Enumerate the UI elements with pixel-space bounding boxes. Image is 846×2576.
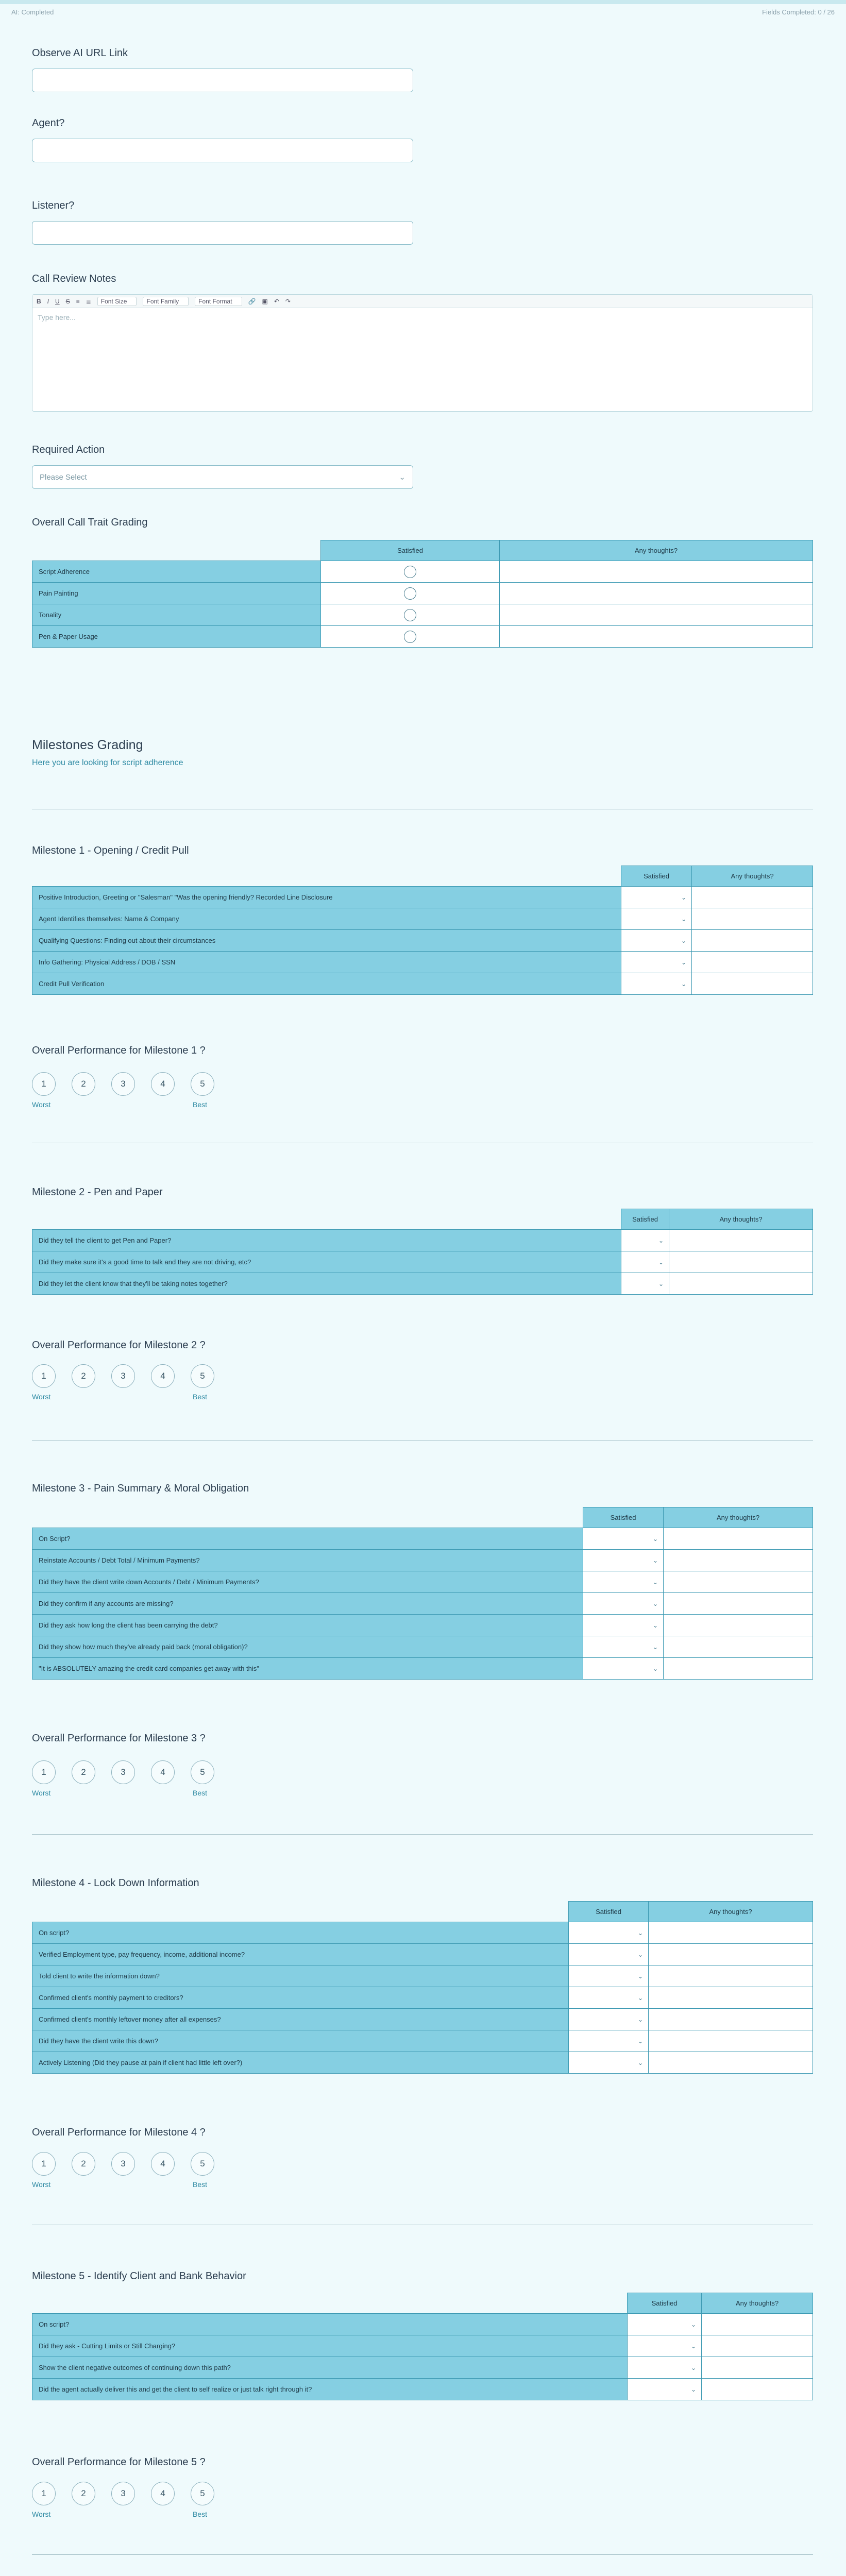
satisfied-dropdown[interactable] xyxy=(621,952,692,973)
thoughts-input[interactable] xyxy=(692,887,813,908)
section-divider xyxy=(32,2554,813,2555)
milestone-row xyxy=(32,1615,813,1636)
thoughts-input[interactable] xyxy=(664,1636,813,1658)
rating-option[interactable]: 1 xyxy=(32,2482,56,2505)
notes-editor[interactable] xyxy=(32,294,813,412)
scale-high-label: Best xyxy=(193,1393,208,1401)
blank-header xyxy=(32,1209,621,1230)
thoughts-input[interactable] xyxy=(669,1251,813,1273)
blank-header xyxy=(32,1507,583,1528)
satisfied-header: Satisfied xyxy=(321,540,500,561)
trait-satisfied-cell xyxy=(321,583,500,604)
milestone-row xyxy=(32,2009,813,2030)
thoughts-header: Any thoughts? xyxy=(664,1507,813,1528)
chevron-down-icon: ⌄ xyxy=(652,1578,658,1586)
thoughts-input[interactable] xyxy=(649,2030,813,2052)
thoughts-input[interactable] xyxy=(692,908,813,930)
thoughts-header: Any thoughts? xyxy=(500,540,813,561)
performance-question: Overall Performance for Milestone 1 ? xyxy=(32,1045,206,1056)
chevron-down-icon: ⌄ xyxy=(658,1280,664,1287)
satisfied-dropdown[interactable] xyxy=(621,1230,669,1251)
chevron-down-icon: ⌄ xyxy=(652,1556,658,1564)
milestone-grid xyxy=(32,1209,813,1295)
satisfied-dropdown[interactable] xyxy=(621,1251,669,1273)
chevron-down-icon: ⌄ xyxy=(658,1236,664,1244)
italic-icon[interactable]: I xyxy=(47,297,49,305)
agent-input[interactable] xyxy=(32,139,413,162)
rating-option[interactable]: 3 xyxy=(111,1760,135,1784)
chevron-down-icon: ⌄ xyxy=(399,473,405,482)
milestone-row-label: Did they let the client know that they'll be taking notes together? xyxy=(32,1273,621,1295)
rating-option[interactable]: 3 xyxy=(111,2152,135,2176)
trait-satisfied-cell xyxy=(321,604,500,626)
section-divider xyxy=(32,1834,813,1835)
milestone-row-label: On script? xyxy=(32,1922,569,1944)
satisfied-dropdown[interactable] xyxy=(569,1987,649,2009)
chevron-down-icon: ⌄ xyxy=(637,2059,643,2066)
notes-textarea[interactable]: Type here... xyxy=(38,313,76,321)
image-icon[interactable]: ▣ xyxy=(262,297,268,305)
chevron-down-icon: ⌄ xyxy=(681,915,686,923)
satisfied-dropdown[interactable] xyxy=(621,930,692,952)
font-size-select[interactable]: Font Size xyxy=(97,297,137,306)
trait-row xyxy=(32,561,813,583)
chevron-down-icon: ⌄ xyxy=(690,2385,696,2393)
milestone-row-label: Show the client negative outcomes of continuing down this path? xyxy=(32,2357,628,2379)
milestone-row xyxy=(32,1528,813,1550)
chevron-down-icon: ⌄ xyxy=(652,1665,658,1672)
rating-option[interactable]: 1 xyxy=(32,1072,56,1096)
chevron-down-icon: ⌄ xyxy=(637,2015,643,2023)
rating-option[interactable]: 5 xyxy=(191,1072,214,1096)
chevron-down-icon: ⌄ xyxy=(637,1929,643,1937)
milestone-row-label: Verified Employment type, pay frequency, income, additional income? xyxy=(32,1944,569,1965)
satisfied-dropdown[interactable] xyxy=(628,2357,702,2379)
satisfied-dropdown[interactable] xyxy=(628,2314,702,2335)
thoughts-input[interactable] xyxy=(649,1922,813,1944)
milestone-row-label: Info Gathering: Physical Address / DOB / SSN xyxy=(32,952,621,973)
listener-field xyxy=(32,200,413,245)
milestone-title: Milestone 4 - Lock Down Information xyxy=(32,1877,199,1889)
notes-label: Call Review Notes xyxy=(32,273,116,284)
blank-header xyxy=(32,1902,569,1922)
rating-option[interactable]: 5 xyxy=(191,1364,214,1388)
trait-row-label: Pain Painting xyxy=(32,583,321,604)
performance-question: Overall Performance for Milestone 5 ? xyxy=(32,2456,206,2468)
thoughts-input[interactable] xyxy=(664,1528,813,1550)
rating-option[interactable]: 2 xyxy=(72,1364,95,1388)
performance-question: Overall Performance for Milestone 3 ? xyxy=(32,1733,206,1744)
thoughts-input[interactable] xyxy=(692,973,813,995)
milestone-row xyxy=(32,2335,813,2357)
chevron-down-icon: ⌄ xyxy=(681,937,686,944)
rating-option[interactable]: 2 xyxy=(72,2152,95,2176)
milestone-row xyxy=(32,2379,813,2400)
rating-option[interactable]: 5 xyxy=(191,2152,214,2176)
chevron-down-icon: ⌄ xyxy=(652,1535,658,1543)
list-icon[interactable]: ≡ xyxy=(76,297,80,305)
rating-scale xyxy=(32,1760,214,1784)
milestone-row-label: Did they ask how long the client has been carrying the debt? xyxy=(32,1615,583,1636)
chevron-down-icon: ⌄ xyxy=(681,958,686,966)
rating-option[interactable]: 4 xyxy=(151,1364,175,1388)
url-input[interactable] xyxy=(32,69,413,92)
satisfied-dropdown[interactable] xyxy=(583,1571,664,1593)
status-text: AI: Completed xyxy=(11,8,54,16)
milestone-row-label: Agent Identifies themselves: Name & Company xyxy=(32,908,621,930)
url-field xyxy=(32,47,413,92)
satisfied-dropdown[interactable] xyxy=(621,1273,669,1295)
rating-option[interactable]: 2 xyxy=(72,1760,95,1784)
thoughts-input[interactable] xyxy=(664,1571,813,1593)
milestone-grid xyxy=(32,1507,813,1680)
thoughts-input[interactable] xyxy=(664,1550,813,1571)
satisfied-dropdown[interactable] xyxy=(569,2052,649,2074)
thoughts-input[interactable] xyxy=(669,1230,813,1251)
notes-field xyxy=(32,273,813,412)
rating-option[interactable]: 3 xyxy=(111,1364,135,1388)
url-label: Observe AI URL Link xyxy=(32,47,128,59)
bold-icon[interactable]: B xyxy=(37,297,41,305)
thoughts-input[interactable] xyxy=(702,2314,813,2335)
thoughts-input[interactable] xyxy=(649,1987,813,2009)
trait-row xyxy=(32,583,813,604)
satisfied-dropdown[interactable] xyxy=(583,1593,664,1615)
performance-question: Overall Performance for Milestone 4 ? xyxy=(32,2127,206,2138)
thoughts-input[interactable] xyxy=(649,2009,813,2030)
milestone-grid xyxy=(32,2293,813,2400)
blank-header xyxy=(32,540,321,561)
milestone-row-label: Did they show how much they've already paid back (moral obligation)? xyxy=(32,1636,583,1658)
undo-icon[interactable]: ↶ xyxy=(274,297,279,305)
milestone-row xyxy=(32,930,813,952)
trait-row-label: Script Adherence xyxy=(32,561,321,583)
trait-thoughts-input[interactable] xyxy=(500,583,813,604)
chevron-down-icon: ⌄ xyxy=(658,1258,664,1266)
milestones-subtitle: Here you are looking for script adherence xyxy=(32,758,183,767)
trait-row xyxy=(32,604,813,626)
scale-high-label: Best xyxy=(193,2510,208,2518)
thoughts-input[interactable] xyxy=(702,2379,813,2400)
thoughts-input[interactable] xyxy=(664,1593,813,1615)
milestone-row-label: Confirmed client's monthly payment to creditors? xyxy=(32,1987,569,2009)
trait-row xyxy=(32,626,813,648)
top-accent-bar xyxy=(0,0,846,4)
trait-thoughts-input[interactable] xyxy=(500,626,813,648)
thoughts-input[interactable] xyxy=(649,1965,813,1987)
milestone-row xyxy=(32,1922,813,1944)
milestone-row xyxy=(32,1230,813,1251)
thoughts-input[interactable] xyxy=(664,1615,813,1636)
milestone-title: Milestone 3 - Pain Summary & Moral Obligation xyxy=(32,1483,249,1494)
milestone-grid xyxy=(32,1901,813,2074)
radio-button[interactable] xyxy=(404,587,416,600)
trait-title-text: Overall Call Trait Grading xyxy=(32,517,148,528)
rating-option[interactable]: 4 xyxy=(151,2482,175,2505)
milestone-row xyxy=(32,2314,813,2335)
milestone-row-label: Did they have the client write this down? xyxy=(32,2030,569,2052)
milestone-row xyxy=(32,2030,813,2052)
satisfied-dropdown[interactable] xyxy=(583,1658,664,1680)
satisfied-dropdown[interactable] xyxy=(583,1615,664,1636)
milestone-row-label: Qualifying Questions: Finding out about their circumstances xyxy=(32,930,621,952)
chevron-down-icon: ⌄ xyxy=(637,1951,643,1958)
trait-satisfied-cell xyxy=(321,626,500,648)
milestone-row xyxy=(32,1251,813,1273)
trait-title xyxy=(32,517,148,538)
font-family-select[interactable]: Font Family xyxy=(143,297,189,306)
chevron-down-icon: ⌄ xyxy=(652,1643,658,1651)
thoughts-input[interactable] xyxy=(649,1944,813,1965)
redo-icon[interactable]: ↷ xyxy=(285,297,291,305)
milestone-row-label: Did they confirm if any accounts are missing? xyxy=(32,1593,583,1615)
milestone-grid xyxy=(32,866,813,995)
milestone-row-label: Positive Introduction, Greeting or "Salesman" "Was the opening friendly? Recorded Line Disclosure xyxy=(32,887,621,908)
milestone-row xyxy=(32,952,813,973)
chevron-down-icon: ⌄ xyxy=(652,1621,658,1629)
font-format-select[interactable]: Font Format xyxy=(195,297,242,306)
milestone-row xyxy=(32,973,813,995)
milestone-row xyxy=(32,1658,813,1680)
agent-field xyxy=(32,117,413,162)
trait-grid xyxy=(32,540,813,648)
underline-icon[interactable]: U xyxy=(55,297,60,305)
chevron-down-icon: ⌄ xyxy=(690,2364,696,2371)
satisfied-header: Satisfied xyxy=(621,1209,669,1230)
thoughts-header: Any thoughts? xyxy=(649,1902,813,1922)
rating-option[interactable]: 1 xyxy=(32,1760,56,1784)
milestone-row xyxy=(32,1550,813,1571)
rating-option[interactable]: 4 xyxy=(151,1760,175,1784)
progress-header xyxy=(0,4,846,20)
chevron-down-icon: ⌄ xyxy=(681,980,686,988)
milestone-row-label: Did the agent actually deliver this and get the client to self realize or just talk right through it? xyxy=(32,2379,628,2400)
milestone-row xyxy=(32,1944,813,1965)
milestone-row xyxy=(32,1593,813,1615)
milestone-row-label: Reinstate Accounts / Debt Total / Minimum Payments? xyxy=(32,1550,583,1571)
blank-header xyxy=(32,866,621,887)
rating-scale xyxy=(32,2152,214,2176)
rating-scale xyxy=(32,1364,214,1388)
thoughts-input[interactable] xyxy=(702,2357,813,2379)
satisfied-dropdown[interactable] xyxy=(583,1550,664,1571)
milestone-row-label: On Script? xyxy=(32,1528,583,1550)
satisfied-dropdown[interactable] xyxy=(569,1922,649,1944)
align-icon[interactable]: ≣ xyxy=(86,297,91,305)
rating-option[interactable]: 4 xyxy=(151,2152,175,2176)
milestone-row-label: Actively Listening (Did they pause at pain if client had little left over?) xyxy=(32,2052,569,2074)
thoughts-header: Any thoughts? xyxy=(702,2293,813,2314)
scale-low-label: Worst xyxy=(32,2510,51,2518)
scale-low-label: Worst xyxy=(32,2180,51,2189)
rating-scale xyxy=(32,2482,214,2505)
performance-question: Overall Performance for Milestone 2 ? xyxy=(32,1340,206,1351)
scale-high-label: Best xyxy=(193,1100,208,1109)
trait-row-label: Tonality xyxy=(32,604,321,626)
satisfied-dropdown[interactable] xyxy=(569,2030,649,2052)
strike-icon[interactable]: S xyxy=(65,297,70,305)
radio-button[interactable] xyxy=(404,566,416,578)
milestone-row-label: Did they ask - Cutting Limits or Still Charging? xyxy=(32,2335,628,2357)
rating-option[interactable]: 1 xyxy=(32,2152,56,2176)
trait-satisfied-cell xyxy=(321,561,500,583)
thoughts-input[interactable] xyxy=(702,2335,813,2357)
milestone-row xyxy=(32,1571,813,1593)
milestone-title: Milestone 5 - Identify Client and Bank Behavior xyxy=(32,2270,246,2282)
thoughts-header: Any thoughts? xyxy=(669,1209,813,1230)
thoughts-input[interactable] xyxy=(692,930,813,952)
scale-low-label: Worst xyxy=(32,1789,51,1797)
satisfied-dropdown[interactable] xyxy=(621,887,692,908)
milestones-title: Milestones Grading xyxy=(32,738,143,752)
satisfied-dropdown[interactable] xyxy=(583,1528,664,1550)
milestone-row xyxy=(32,1273,813,1295)
satisfied-header: Satisfied xyxy=(583,1507,664,1528)
milestone-row-label: Credit Pull Verification xyxy=(32,973,621,995)
link-icon[interactable]: 🔗 xyxy=(248,297,256,305)
rating-option[interactable]: 1 xyxy=(32,1364,56,1388)
thoughts-input[interactable] xyxy=(649,2052,813,2074)
thoughts-input[interactable] xyxy=(669,1273,813,1295)
satisfied-dropdown[interactable] xyxy=(628,2335,702,2357)
satisfied-dropdown[interactable] xyxy=(621,908,692,930)
trait-thoughts-input[interactable] xyxy=(500,561,813,583)
listener-label: Listener? xyxy=(32,200,75,211)
rating-option[interactable]: 4 xyxy=(151,1072,175,1096)
satisfied-header: Satisfied xyxy=(569,1902,649,1922)
rating-option[interactable]: 3 xyxy=(111,1072,135,1096)
chevron-down-icon: ⌄ xyxy=(652,1600,658,1607)
scale-high-label: Best xyxy=(193,2180,208,2189)
satisfied-header: Satisfied xyxy=(621,866,692,887)
thoughts-input[interactable] xyxy=(692,952,813,973)
milestone-title: Milestone 2 - Pen and Paper xyxy=(32,1187,163,1198)
action-label: Required Action xyxy=(32,444,105,455)
satisfied-dropdown[interactable] xyxy=(583,1636,664,1658)
milestone-row xyxy=(32,2052,813,2074)
satisfied-dropdown[interactable] xyxy=(569,2009,649,2030)
listener-input[interactable] xyxy=(32,221,413,245)
milestone-row xyxy=(32,887,813,908)
milestone-row xyxy=(32,1636,813,1658)
radio-button[interactable] xyxy=(404,631,416,643)
agent-label: Agent? xyxy=(32,117,65,129)
milestone-row-label: Did they tell the client to get Pen and Paper? xyxy=(32,1230,621,1251)
chevron-down-icon: ⌄ xyxy=(637,1972,643,1980)
milestone-row-label: On script? xyxy=(32,2314,628,2335)
satisfied-dropdown[interactable] xyxy=(621,973,692,995)
scale-low-label: Worst xyxy=(32,1393,51,1401)
thoughts-header: Any thoughts? xyxy=(692,866,813,887)
rating-option[interactable]: 5 xyxy=(191,1760,214,1784)
fields-completed-count: Fields Completed: 0 / 26 xyxy=(762,8,835,16)
action-placeholder: Please Select xyxy=(40,472,87,482)
milestone-row-label: Did they have the client write down Accounts / Debt / Minimum Payments? xyxy=(32,1571,583,1593)
milestone-row xyxy=(32,1965,813,1987)
satisfied-dropdown[interactable] xyxy=(569,1944,649,1965)
trait-thoughts-input[interactable] xyxy=(500,604,813,626)
milestone-row-label: Did they make sure it's a good time to talk and they are not driving, etc? xyxy=(32,1251,621,1273)
scale-high-label: Best xyxy=(193,1789,208,1797)
chevron-down-icon: ⌄ xyxy=(690,2342,696,2350)
rating-option[interactable]: 5 xyxy=(191,2482,214,2505)
satisfied-header: Satisfied xyxy=(628,2293,702,2314)
milestone-row-label: Told client to write the information down? xyxy=(32,1965,569,1987)
milestone-title: Milestone 1 - Opening / Credit Pull xyxy=(32,845,189,856)
chevron-down-icon: ⌄ xyxy=(681,893,686,901)
trait-row-label: Pen & Paper Usage xyxy=(32,626,321,648)
radio-button[interactable] xyxy=(404,609,416,621)
rating-scale xyxy=(32,1072,214,1096)
action-select[interactable] xyxy=(32,465,413,489)
thoughts-input[interactable] xyxy=(664,1658,813,1680)
action-field xyxy=(32,444,413,489)
rating-option[interactable]: 2 xyxy=(72,1072,95,1096)
chevron-down-icon: ⌄ xyxy=(637,1994,643,2002)
milestone-row-label: Confirmed client's monthly leftover money after all expenses? xyxy=(32,2009,569,2030)
milestone-row-label: "It is ABSOLUTELY amazing the credit card companies get away with this" xyxy=(32,1658,583,1680)
satisfied-dropdown[interactable] xyxy=(628,2379,702,2400)
milestone-row xyxy=(32,1987,813,2009)
rating-option[interactable]: 2 xyxy=(72,2482,95,2505)
milestone-row xyxy=(32,2357,813,2379)
satisfied-dropdown[interactable] xyxy=(569,1965,649,1987)
chevron-down-icon: ⌄ xyxy=(690,2320,696,2328)
rating-option[interactable]: 3 xyxy=(111,2482,135,2505)
editor-toolbar xyxy=(32,295,813,308)
scale-low-label: Worst xyxy=(32,1100,51,1109)
milestone-row xyxy=(32,908,813,930)
blank-header xyxy=(32,2293,628,2314)
chevron-down-icon: ⌄ xyxy=(637,2037,643,2045)
